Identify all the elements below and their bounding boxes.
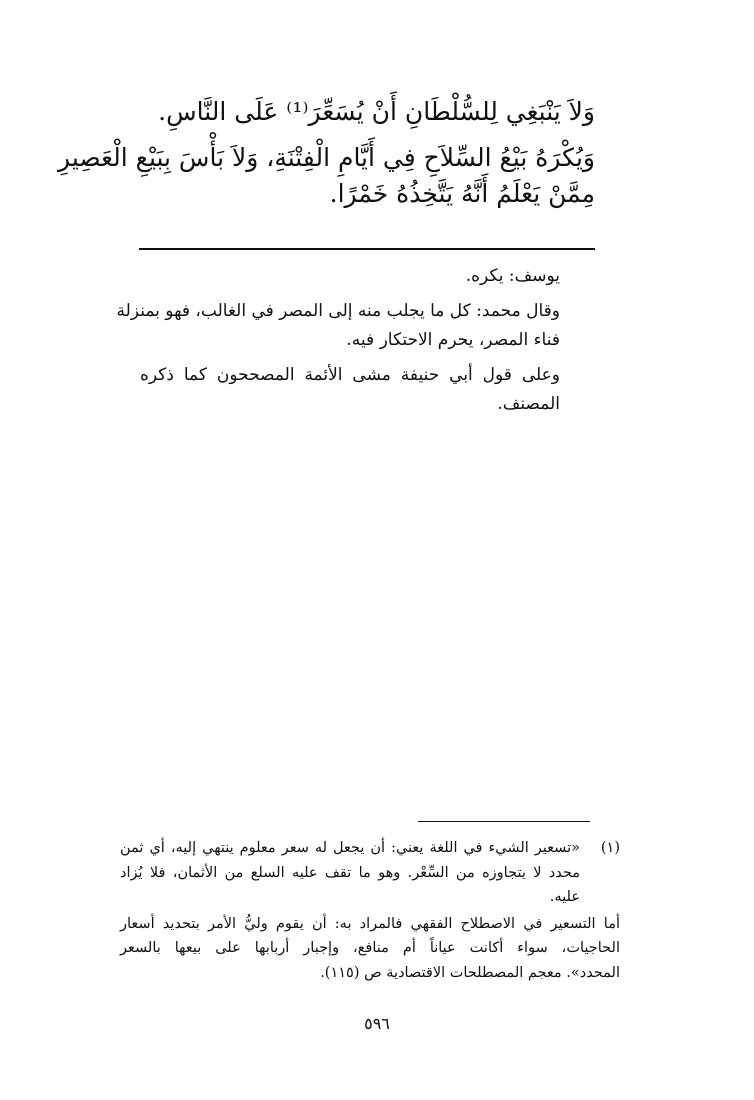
main-line-3: مِمَّنْ يَعْلَمُ أَنَّهُ يَتَّخِذُهُ خَمْرًا. [329,179,595,208]
main-separator-rule [139,248,595,250]
commentary-line-5: المصنف. [497,394,560,414]
commentary-line-3: فناء المصر، يحرم الاحتكار فيه. [346,330,560,350]
main-text [58,94,595,212]
commentary [116,262,560,419]
footnotes [120,836,620,985]
page-number: ٥٩٦ [364,1014,390,1033]
main-line-2: وَيُكْرَهُ بَيْعُ السِّلاَحِ فِي أَيَّامِ الْفِتْنَةِ، وَلاَ بَأْسَ بِبَيْعِ الْعَصِيرِ [58,143,595,172]
footnote-1 [120,836,620,985]
main-line-1: وَلاَ يَنْبَغِي لِلسُّلْطَانِ أَنْ يُسَعِّرَ⁽¹⁾ عَلَى النَّاسِ. [158,97,595,126]
footnote-line-6: المحدد». معجم المصطلحات الاقتصادية ص (١١٥). [320,964,620,981]
footnote-line-1: «تسعير الشيء في اللغة يعني: أن يجعل له سعر معلوم ينتهي إليه، أي ثمن [120,840,580,856]
commentary-line-4: وعلى قول أبي حنيفة مشى الأئمة المصححون كما ذكره [140,365,560,385]
footnote-marker: (١) [600,840,620,856]
footnote-line-4: أما التسعير في الاصطلاح الفقهي فالمراد به: أن يقوم وليُّ الأمر بتحديد أسعار [120,915,620,932]
footnote-line-5: الحاجيات، سواء أكانت عياناً أم منافع، وإجبار أربابها على بيعها بالسعر [120,940,620,956]
commentary-line-2: وقال محمد: كل ما يجلب منه إلى المصر في الغالب، فهو بمنزلة [116,301,560,321]
commentary-line-1: يوسف: يكره. [465,266,560,286]
footnote-rule [418,821,590,822]
footnote-line-2: محدد لا يتجاوزه من السِّعْر. وهو ما تقف عليه السلع من الأثمان، فلا يُزاد [120,864,580,881]
footnote-line-3: عليه. [549,889,580,905]
